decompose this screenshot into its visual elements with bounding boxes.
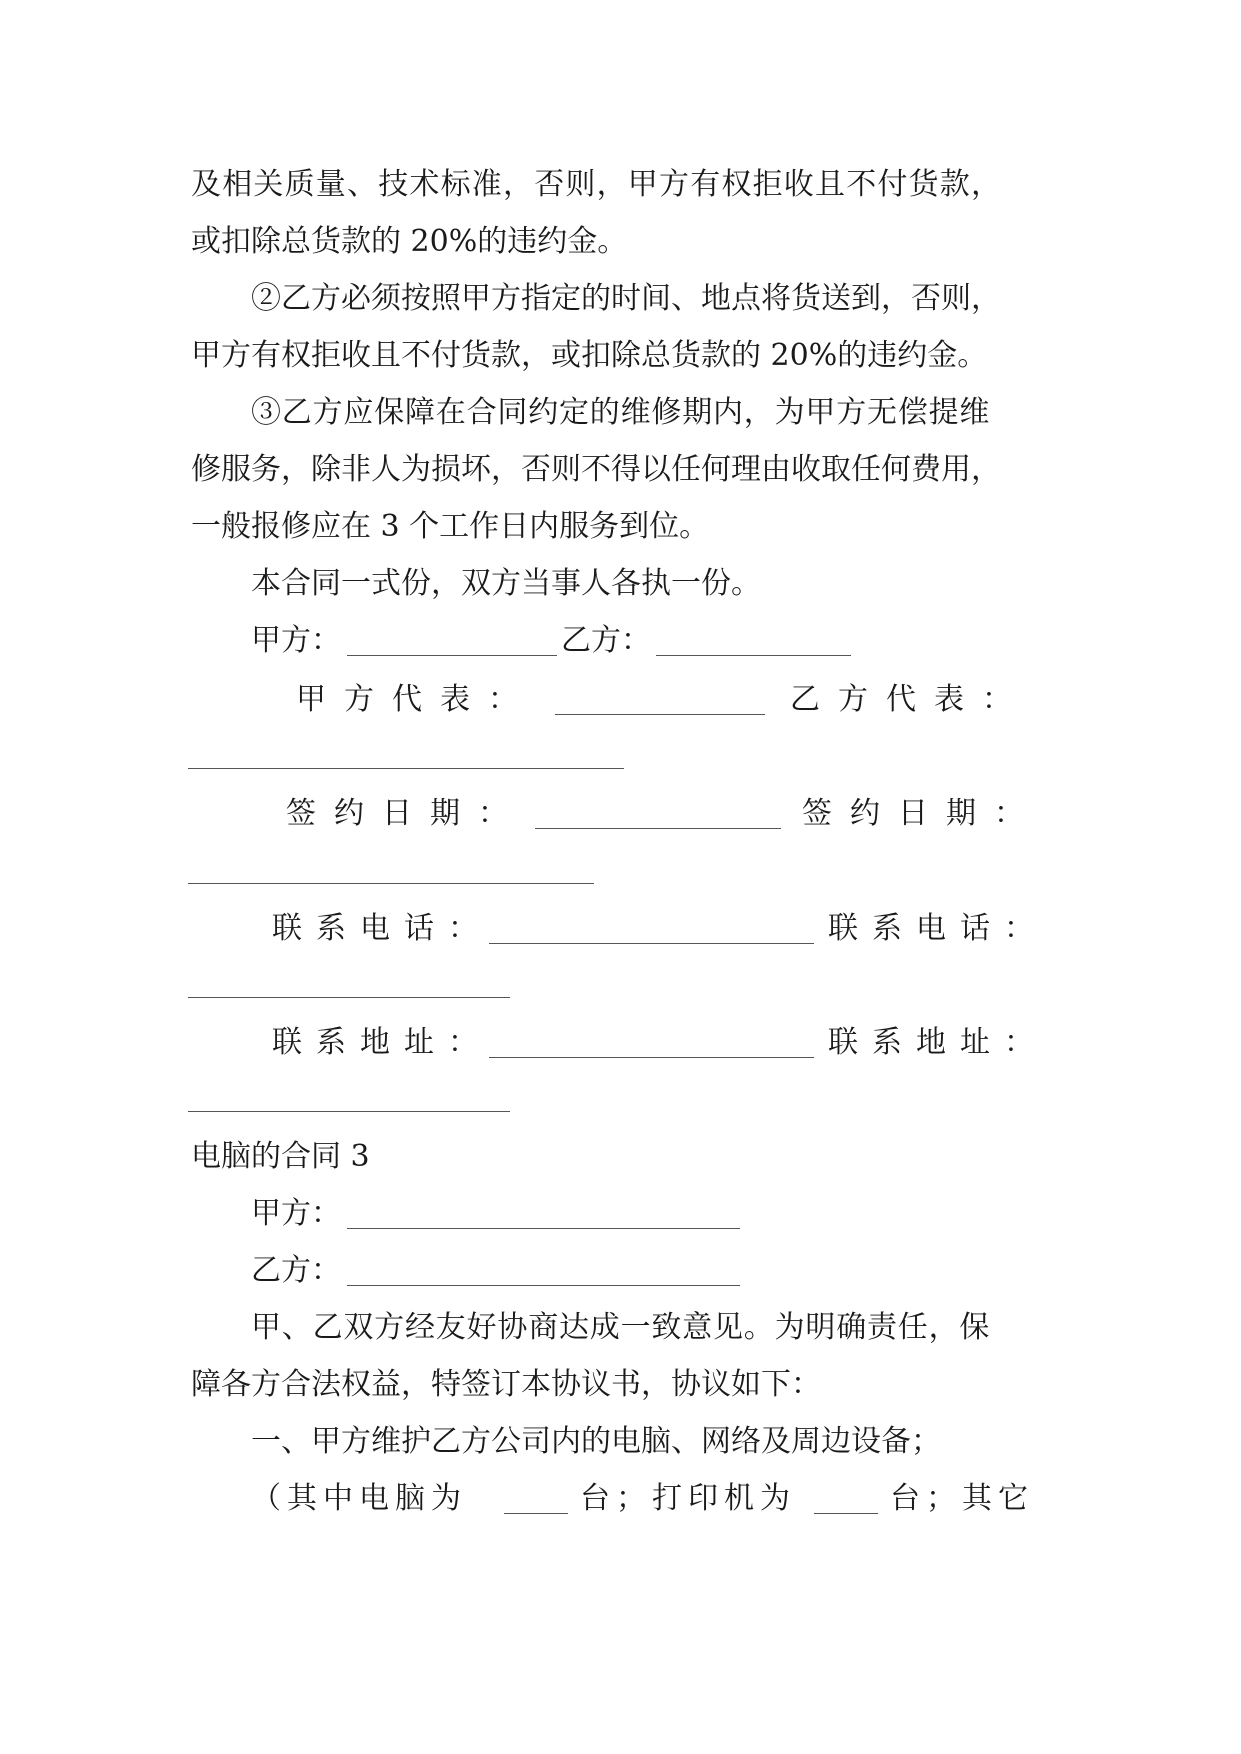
phone-b-label: 联系电话：	[828, 911, 1048, 946]
sub-clause-unit: 台；其它	[890, 1481, 1034, 1516]
phone-a-blank	[489, 943, 814, 944]
paragraph-line: 甲、乙双方经友好协商达成一致意见。为明确责任，保	[251, 1310, 991, 1345]
rep-b-label: 乙方代表：	[790, 682, 1030, 717]
clause-line: 一、甲方维护乙方公司内的电脑、网络及周边设备；	[251, 1424, 941, 1459]
paragraph-line: ②乙方必须按照甲方指定的时间、地点将货送到，否则，	[251, 281, 1001, 316]
paragraph-line: 障各方合法权益，特签订本协议书，协议如下：	[191, 1367, 821, 1402]
contract3-party-b-label: 乙方：	[251, 1253, 341, 1288]
contract-heading: 电脑的合同 3	[191, 1139, 370, 1174]
party-a-blank	[347, 655, 557, 656]
phone-b-blank	[188, 997, 510, 998]
paragraph-line: 本合同一式份，双方当事人各执一份。	[251, 566, 761, 601]
printer-count-blank	[814, 1513, 878, 1514]
addr-a-label: 联系地址：	[272, 1025, 492, 1060]
contract3-party-a-label: 甲方：	[251, 1196, 341, 1231]
date-a-blank	[535, 828, 781, 829]
party-a-label: 甲方：	[251, 623, 341, 658]
paragraph-line: 修服务，除非人为损坏，否则不得以任何理由收取任何费用，	[191, 452, 1001, 487]
date-b-blank	[188, 883, 594, 884]
date-a-label: 签约日期：	[286, 796, 526, 831]
party-b-blank	[656, 655, 851, 656]
paragraph-line: 或扣除总货款的 20%的违约金。	[191, 224, 628, 259]
sub-clause-open: （其中电脑为	[251, 1481, 467, 1516]
addr-b-label: 联系地址：	[828, 1025, 1048, 1060]
phone-a-label: 联系电话：	[272, 911, 492, 946]
addr-b-blank	[188, 1111, 510, 1112]
rep-b-blank	[188, 768, 624, 769]
paragraph-line: 甲方有权拒收且不付货款，或扣除总货款的 20%的违约金。	[191, 338, 988, 373]
contract3-party-a-blank	[347, 1228, 740, 1229]
computer-count-blank	[504, 1513, 568, 1514]
rep-a-label: 甲方代表：	[296, 682, 536, 717]
date-b-label: 签约日期：	[802, 796, 1042, 831]
rep-a-blank	[555, 714, 765, 715]
contract3-party-b-blank	[347, 1285, 740, 1286]
paragraph-line: ③乙方应保障在合同约定的维修期内，为甲方无偿提维	[251, 395, 991, 430]
addr-a-blank	[489, 1057, 814, 1058]
paragraph-line: 及相关质量、技术标准，否则，甲方有权拒收且不付货款，	[191, 167, 1003, 202]
party-b-label: 乙方：	[561, 623, 651, 658]
paragraph-line: 一般报修应在 3 个工作日内服务到位。	[191, 509, 710, 544]
sub-clause-unit: 台；打印机为	[580, 1481, 796, 1516]
